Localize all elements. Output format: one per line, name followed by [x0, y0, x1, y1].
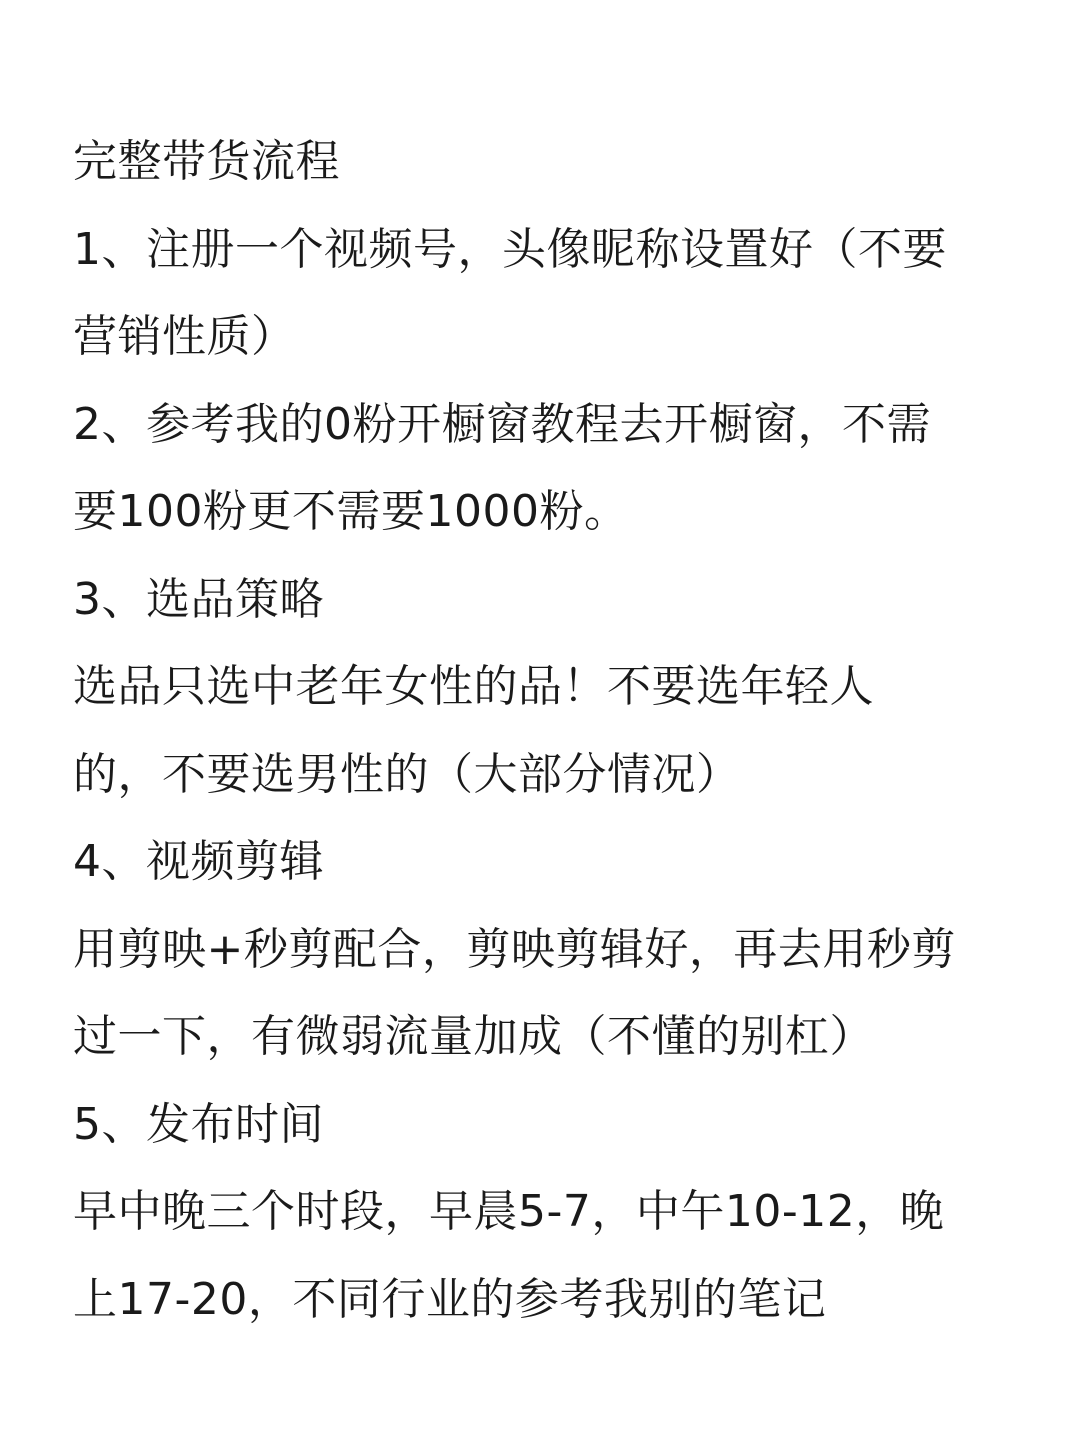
- step-2-text-cont: 要100粉更不需要1000粉。: [73, 486, 629, 537]
- step-5-text-cont: 上17-20，不同行业的参考我别的笔记: [73, 1273, 827, 1325]
- step-5-heading: 5、发布时间: [73, 1098, 324, 1150]
- note-content: [73, 118, 1033, 1343]
- step-2-text: 2、参考我的0粉开橱窗教程去开橱窗，不需: [73, 398, 931, 450]
- step-4-text-cont: 过一下，有微弱流量加成（不懂的别杠）: [73, 1011, 874, 1062]
- step-3-text: 选品只选中老年女性的品！不要选年轻人: [73, 661, 874, 712]
- step-4-text: 用剪映+秒剪配合，剪映剪辑好，再去用秒剪: [73, 923, 956, 975]
- note-title: 完整带货流程: [73, 136, 340, 187]
- step-1-text: 1、注册一个视频号，头像昵称设置好（不要: [73, 223, 947, 275]
- step-3-heading: 3、选品策略: [73, 573, 324, 625]
- step-3-text-cont: 的，不要选男性的（大部分情况）: [73, 748, 741, 800]
- step-4-heading: 4、视频剪辑: [73, 836, 324, 887]
- step-1-text-cont: 营销性质）: [73, 311, 296, 362]
- step-5-text: 早中晚三个时段，早晨5-7，中午10-12，晚: [73, 1186, 945, 1237]
